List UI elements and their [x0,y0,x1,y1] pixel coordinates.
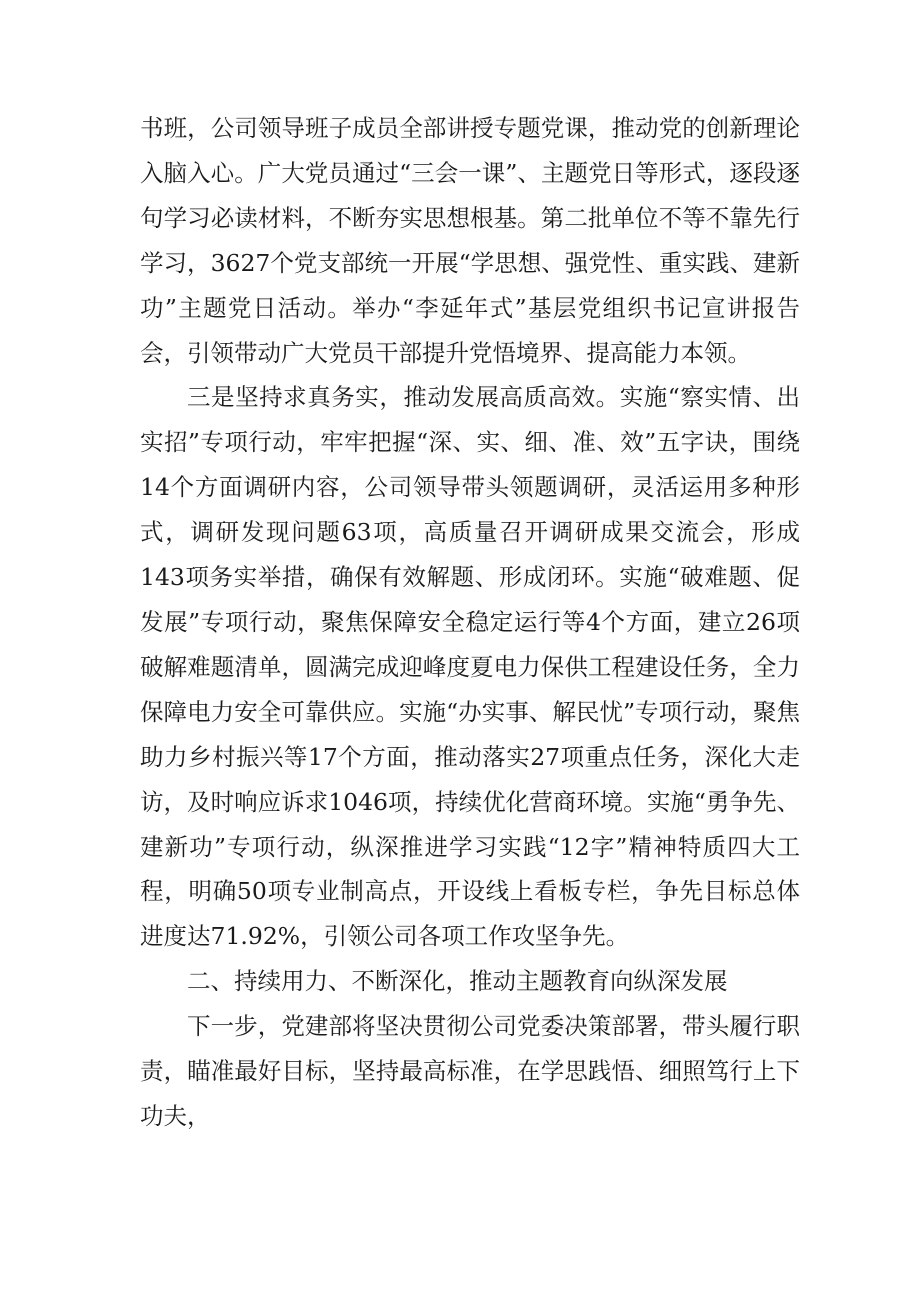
paragraph-point-three: 三是坚持求真务实，推动发展高质高效。实施“察实情、出实招”专项行动，牢牢把握“深、实、细、准、效”五字诀，围绕14个方面调研内容，公司领导带头领题调研，灵活运用多种形式，调研发现问题63项，高质量召开调研成果交流会，形成143项务实举措，确保有效解题、形成闭环。实施“破难题、促发展”专项行动，聚焦保障安全稳定运行等4个方面，建立26项破解难题清单，圆满完成迎峰度夏电力保供工程建设任务，全力保障电力安全可靠供应。实施“办实事、解民忧”专项行动，聚焦助力乡村振兴等17个方面，推动落实27项重点任务，深化大走访，及时响应诉求1046项，持续优化营商环境。实施“勇争先、建新功”专项行动，纵深推进学习实践“12字”精神特质四大工程，明确50项专业制高点，开设线上看板专栏，争先目标总体进度达71.92%，引领公司各项工作攻坚争先。 [140,383,800,951]
document-body [140,106,800,1139]
section-heading: 二、持续用力、不断深化，推动主题教育向纵深发展 [187,967,728,996]
paragraph-next-step: 下一步，党建部将坚决贯彻公司党委决策部署，带头履行职责，瞄准最好目标，坚持最高标准，在学思践悟、细照笃行上下功夫， [140,1012,800,1130]
paragraph-continuation: 书班，公司领导班子成员全部讲授专题党课，推动党的创新理论入脑入心。广大党员通过“三会一课”、主题党日等形式，逐段逐句学习必读材料，不断夯实思想根基。第二批单位不等不靠先行学习，3627个党支部统一开展“学思想、强党性、重实践、建新功”主题党日活动。举办“李延年式”基层党组织书记宣讲报告会，引领带动广大党员干部提升党悟境界、提高能力本领。 [140,114,800,367]
